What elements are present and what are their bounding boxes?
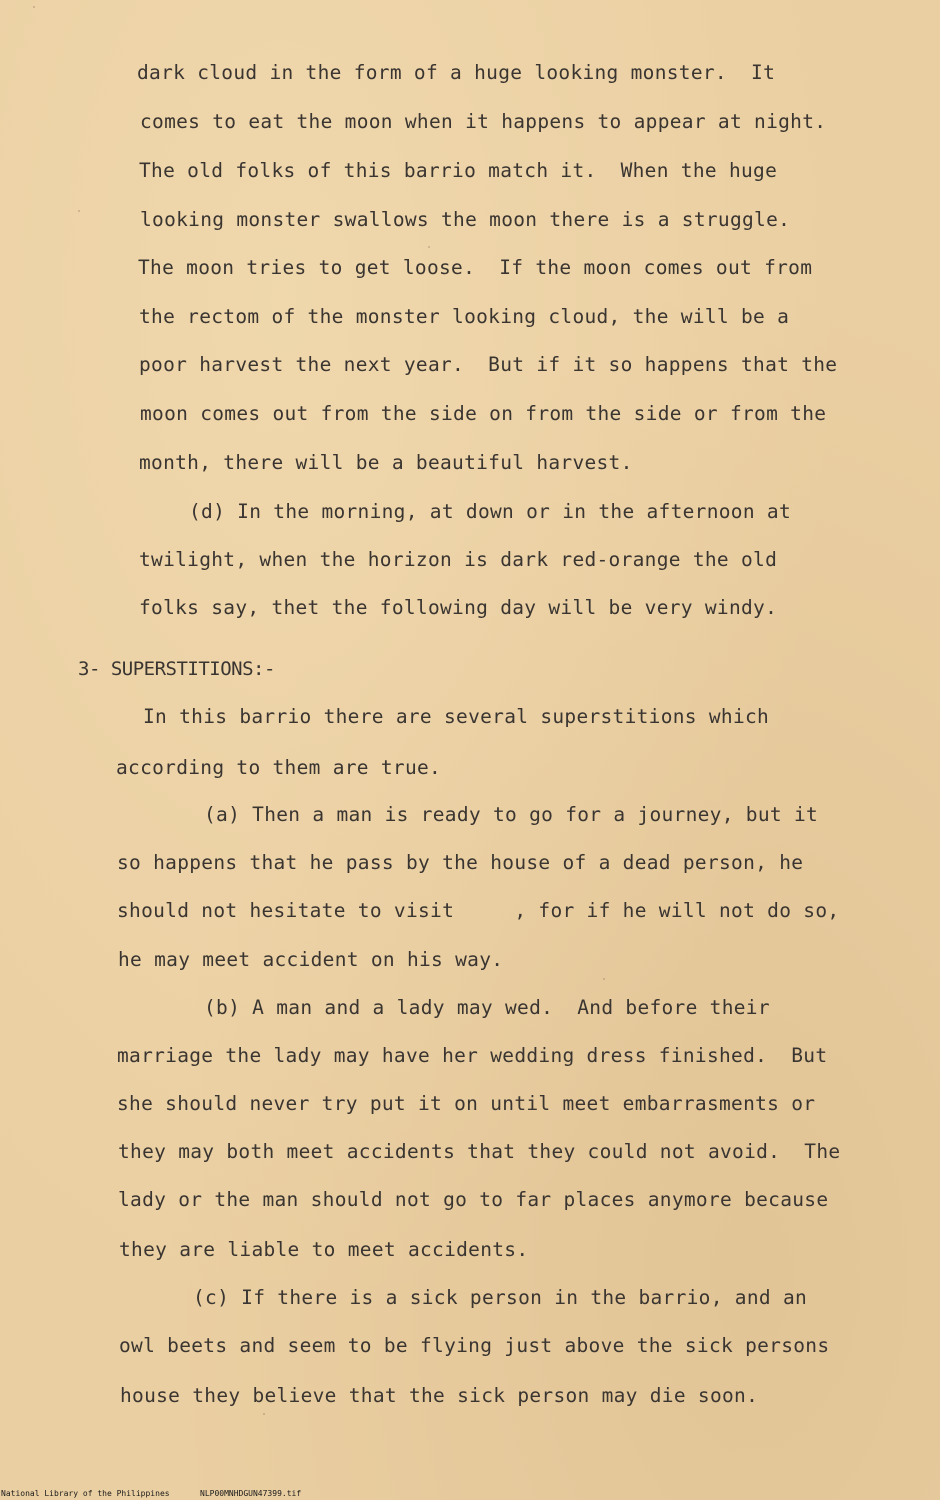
text-line: the rectom of the monster looking cloud, the will be a bbox=[139, 305, 790, 328]
text-line: folks say, thet the following day will be very windy. bbox=[139, 596, 778, 619]
text-line: they may both meet accidents that they could not avoid. The bbox=[118, 1140, 841, 1163]
text-line: they are liable to meet accidents. bbox=[119, 1238, 529, 1261]
text-line: according to them are true. bbox=[116, 756, 442, 779]
text-line: (c) If there is a sick person in the barrio, and an bbox=[193, 1286, 808, 1309]
text-line: The old folks of this barrio match it. When the huge bbox=[139, 159, 778, 182]
text-line: month, there will be a beautiful harvest. bbox=[139, 451, 633, 474]
text-line: moon comes out from the side on from the side or from the bbox=[140, 402, 827, 425]
footer-library: National Library of the Philippines bbox=[1, 1489, 170, 1498]
text-line: should not hesitate to visit , for if he will not do so, bbox=[117, 899, 840, 922]
text-line: (a) Then a man is ready to go for a journey, but it bbox=[204, 803, 819, 826]
text-line: owl beets and seem to be flying just above the sick persons bbox=[119, 1334, 830, 1357]
text-line: The moon tries to get loose. If the moon comes out from bbox=[138, 256, 813, 279]
text-line: house they believe that the sick person may die soon. bbox=[120, 1384, 759, 1407]
text-line: twilight, when the horizon is dark red-orange the old bbox=[139, 548, 778, 571]
paper-speck bbox=[603, 978, 605, 980]
footer-file-id: NLP00MNHDGUN47399.tif bbox=[200, 1489, 302, 1498]
text-line: (b) A man and a lady may wed. And before their bbox=[204, 996, 770, 1019]
text-line: he may meet accident on his way. bbox=[118, 948, 504, 971]
text-line: so happens that he pass by the house of a dead person, he bbox=[117, 851, 804, 874]
text-line: comes to eat the moon when it happens to appear at night. bbox=[140, 110, 827, 133]
text-line: marriage the lady may have her wedding dress finished. But bbox=[117, 1044, 828, 1067]
section-heading: 3- SUPERSTITIONS:- bbox=[78, 658, 275, 680]
text-line: In this barrio there are several superstitions which bbox=[143, 705, 770, 728]
paper-speck bbox=[428, 246, 430, 248]
text-line: looking monster swallows the moon there is a struggle. bbox=[140, 208, 791, 231]
paper-speck bbox=[263, 1413, 265, 1415]
scan-footer bbox=[0, 1489, 940, 1499]
text-line: poor harvest the next year. But if it so happens that the bbox=[139, 353, 838, 376]
paper-speck bbox=[33, 6, 35, 8]
text-line: she should never try put it on until meet embarrasments or bbox=[117, 1092, 816, 1115]
text-line: lady or the man should not go to far places anymore because bbox=[118, 1188, 829, 1211]
text-line: dark cloud in the form of a huge looking monster. It bbox=[137, 61, 776, 84]
paper-speck bbox=[78, 210, 80, 212]
text-line: (d) In the morning, at down or in the afternoon at bbox=[189, 500, 791, 523]
